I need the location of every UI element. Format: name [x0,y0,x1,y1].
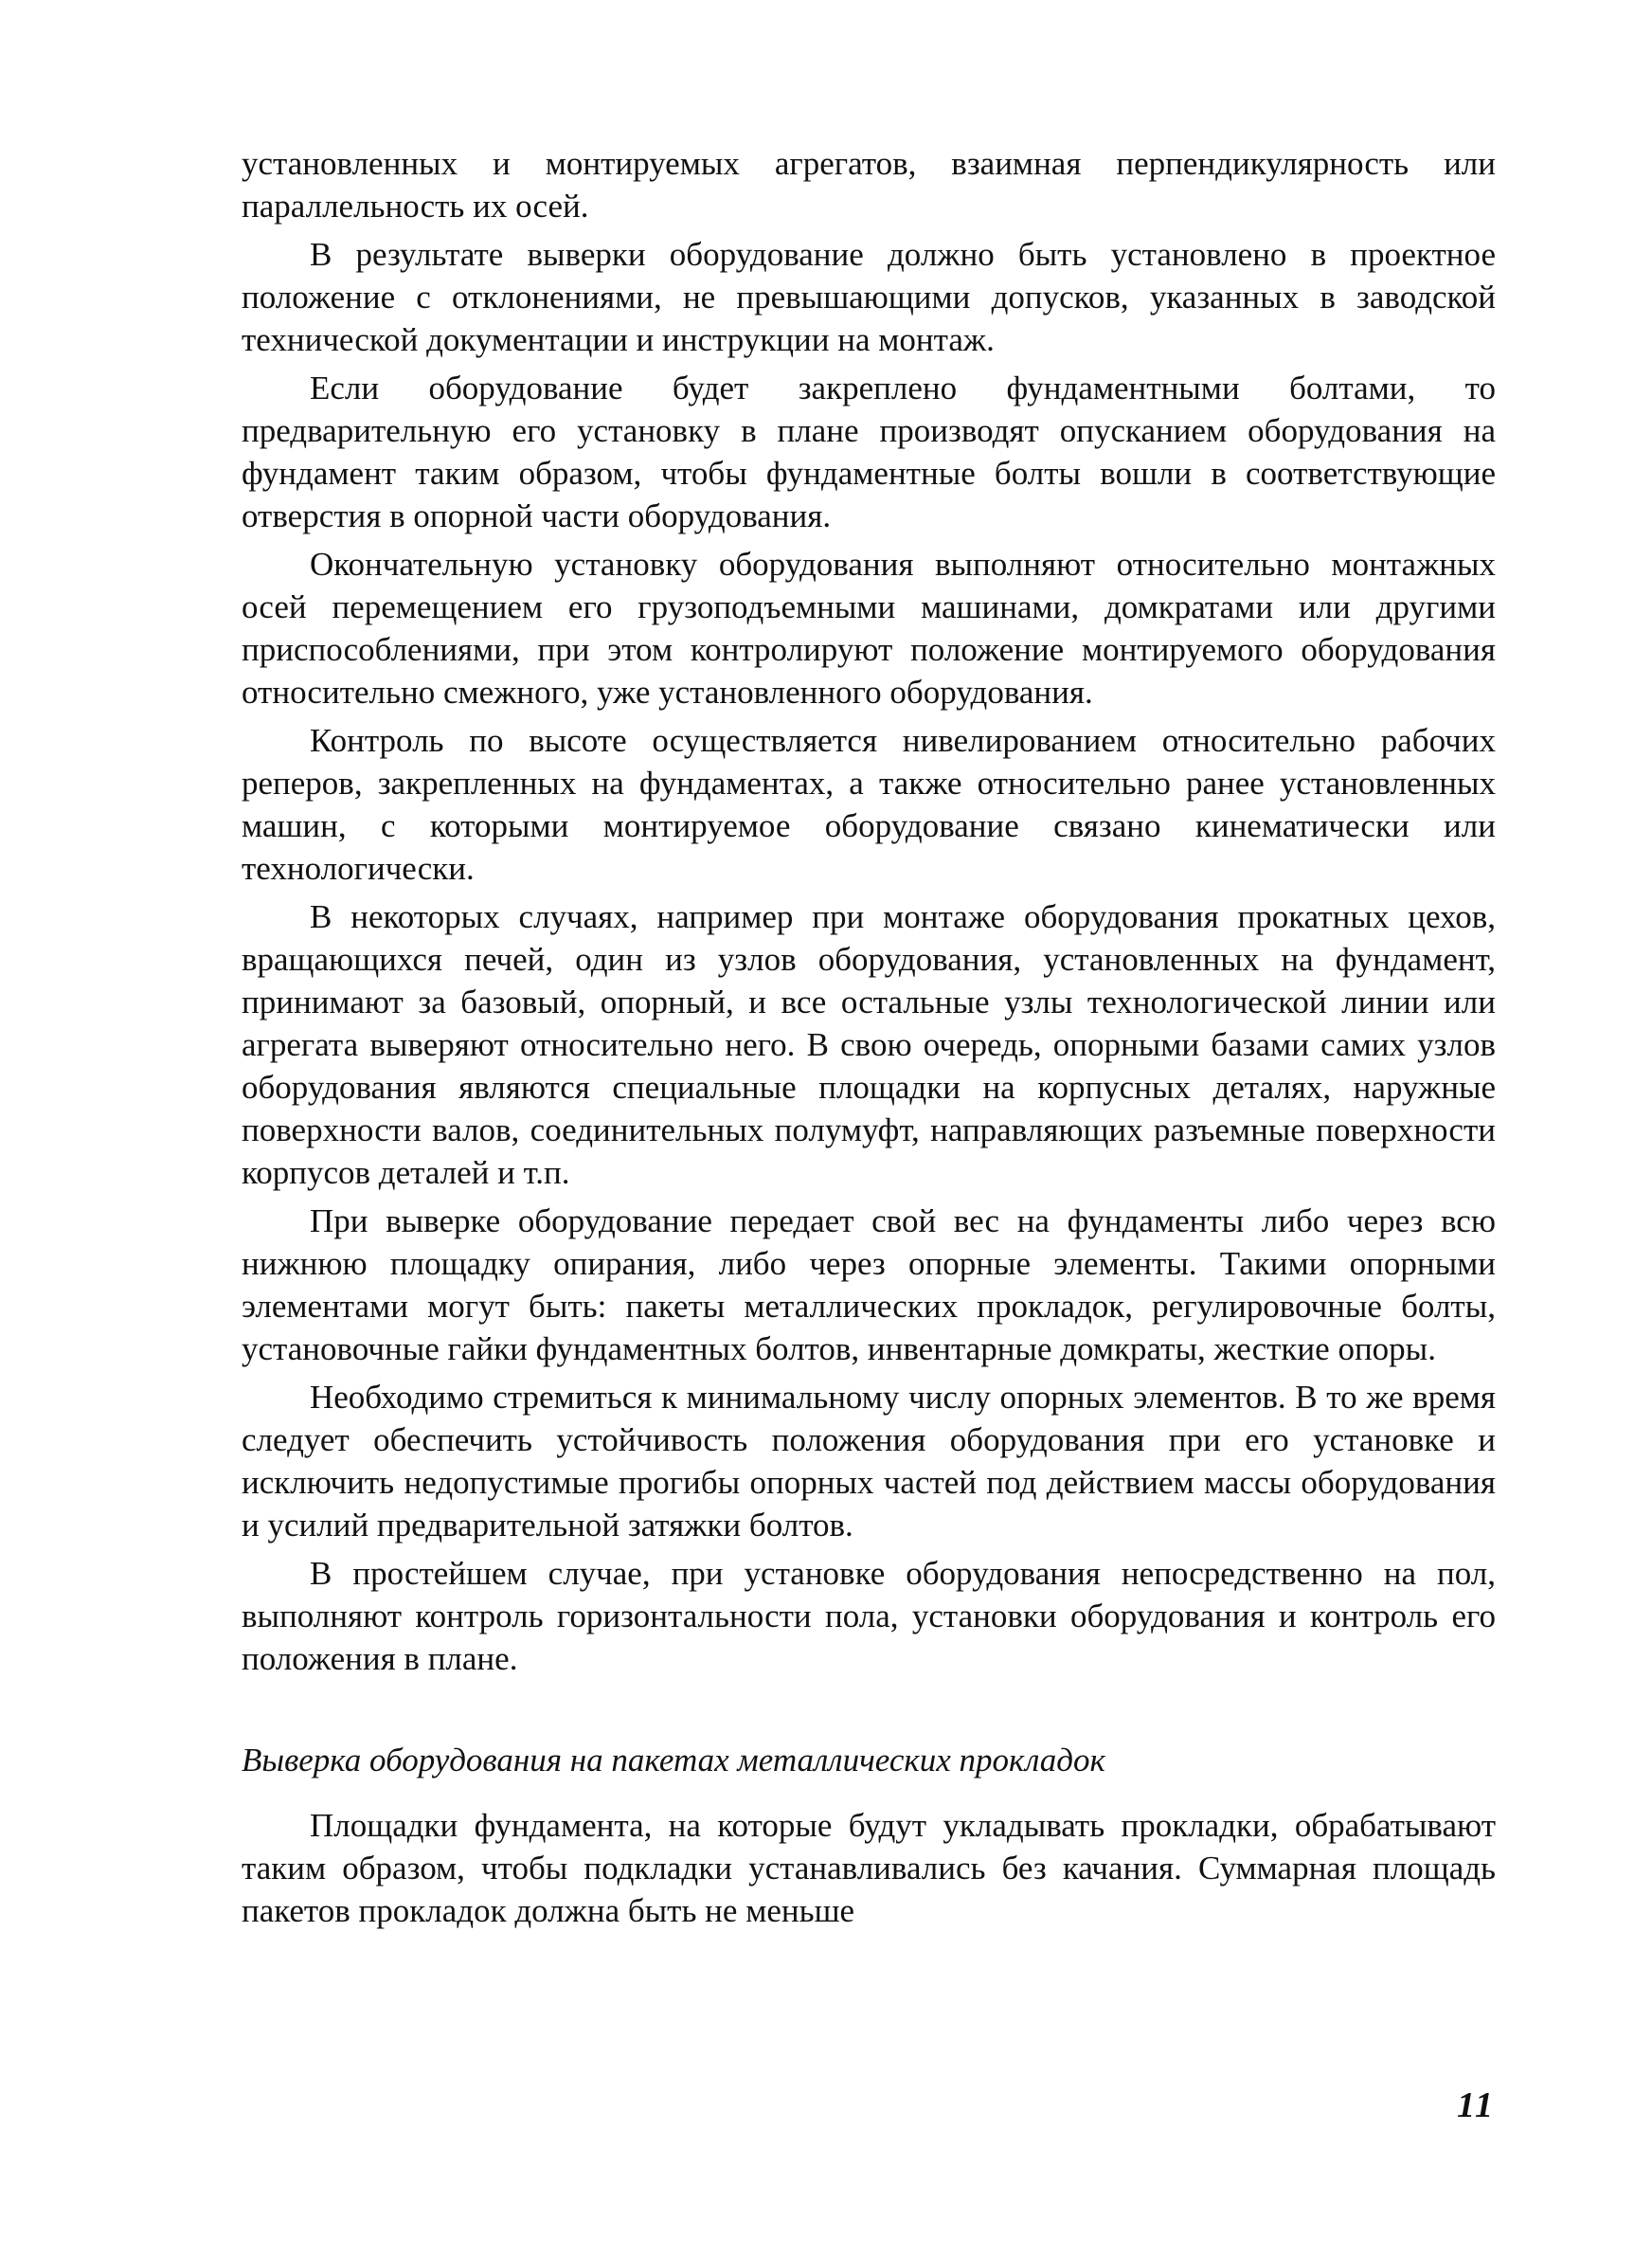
paragraph-final-installation: Окончательную установку оборудования выполняют относительно монтажных осей перемещением его грузоподъемными машинами, домкратами или другими приспособлениями, при этом контролируют положение монтируемого оборудования относительно смежного, уже установленного оборудования. [242,546,1496,711]
paragraph-foundation-pads: Площадки фундамента, на которые будут укладывать прокладки, обрабатывают таким образом, чтобы подкладки устанавливались без качания. Суммарная площадь пакетов прокладок должна быть не меньше [242,1807,1496,1929]
paragraph-alignment-result: В результате выверки оборудование должно быть установлено в проектное положение с отклонениями, не превышающими допусков, указанных в заводской технической документации и инструкции на монтаж. [242,236,1496,358]
paragraph-simple-case: В простейшем случае, при установке оборудования непосредственно на пол, выполняют контроль горизонтальности пола, установки оборудования и контроль его положения в плане. [242,1555,1496,1677]
paragraph-preliminary-installation: Если оборудование будет закреплено фундаментными болтами, то предварительную его установку в плане производят опусканием оборудования на фундамент таким образом, чтобы фундаментные болты вошли в соответствующие отверстия в опорной части оборудования. [242,370,1496,534]
paragraph-continuation: установленных и монтируемых агрегатов, взаимная перпендикулярность или параллельность их осей. [242,145,1496,225]
paragraph-height-control: Контроль по высоте осуществляется нивелированием относительно рабочих реперов, закрепленных на фундаментах, а также относительно ранее установленных машин, с которыми монтируемое оборудование связано кинематически или технологически. [242,722,1496,887]
paragraph-base-units: В некоторых случаях, например при монтаже оборудования прокатных цехов, вращающихся печей, один из узлов оборудования, установленных на фундамент, принимают за базовый, опорный, и все остальные узлы технологической линии или агрегата выверяют относительно него. В свою очередь, опорными базами самих узлов оборудования являются специальные площадки на корпусных деталях, наружные поверхности валов, соединительных полумуфт, направляющих разъемные поверхности корпусов деталей и т.п. [242,898,1496,1191]
section-subheading: Выверка оборудования на пакетах металлических прокладок [242,1742,1105,1779]
paragraph-minimum-supports: Необходимо стремиться к минимальному числу опорных элементов. В то же время следует обеспечить устойчивость положения оборудования при его установке и исключить недопустимые прогибы опорных частей под действием массы оборудования и усилий предварительной затяжки болтов. [242,1379,1496,1544]
page-number: 11 [1457,2085,1495,2125]
paragraph-support-elements: При выверке оборудование передает свой вес на фундаменты либо через всю нижнюю площадку опирания, либо через опорные элементы. Такими опорными элементами могут быть: пакеты металлических прокладок, регулировочные болты, установочные гайки фундаментных болтов, инвентарные домкраты, жесткие опоры. [242,1202,1496,1367]
main-text [242,142,1496,1932]
